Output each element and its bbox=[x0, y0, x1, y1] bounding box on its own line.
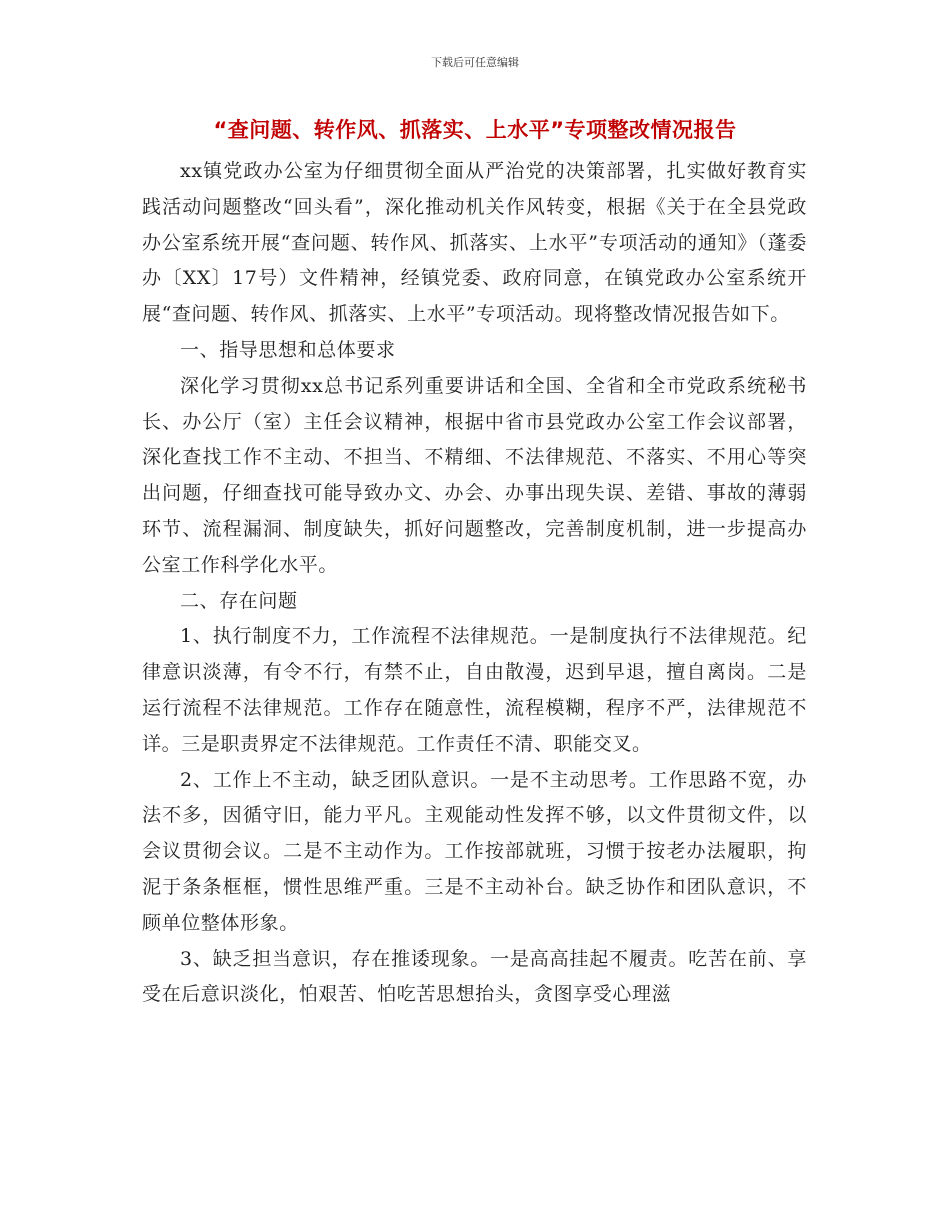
paragraph-problem-1: 1、执行制度不力，工作流程不法律规范。一是制度执行不法律规范。纪律意识淡薄，有令不行，有禁不止，自由散漫，迟到早退，擅自离岗。二是运行流程不法律规范。工作存在随意性，流程模糊，程序不严，法律规范不详。三是职责界定不法律规范。工作责任不清、职能交叉。 bbox=[142, 625, 807, 755]
section-heading-problems: 二、存在问题 bbox=[180, 589, 298, 612]
page-header: 下载后可任意编辑 bbox=[431, 56, 519, 69]
paragraph-problem-3: 3、缺乏担当意识，存在推诿现象。一是高高挂起不履责。吃苦在前、享受在后意识淡化，怕艰苦、怕吃苦思想抬头，贪图享受心理滋 bbox=[142, 947, 807, 1006]
paragraph-guiding-thought: 深化学习贯彻xx总书记系列重要讲话和全国、全省和全市党政系统秘书长、办公厅（室）主任会议精神，根据中省市县党政办公室工作会议部署，深化查找工作不主动、不担当、不精细、不法律规范、不落实、不用心等突出问题，仔细查找可能导致办文、办会、办事出现失误、差错、事故的薄弱环节、流程漏洞、制度缺失，抓好问题整改，完善制度机制，进一步提高办公室工作科学化水平。 bbox=[142, 374, 807, 576]
document-body bbox=[142, 154, 807, 1013]
document-title: “查问题、转作风、抓落实、上水平”专项整改情况报告 bbox=[213, 118, 737, 142]
paragraph-intro: xx镇党政办公室为仔细贯彻全面从严治党的决策部署，扎实做好教育实践活动问题整改“回头看”，深化推动机关作风转变，根据《关于在全县党政办公室系统开展“查问题、转作风、抓落实、上水平”专项活动的通知》（蓬委办〔XX〕17号）文件精神，经镇党委、政府同意，在镇党政办公室系统开展“查问题、转作风、抓落实、上水平”专项活动。现将整改情况报告如下。 bbox=[142, 160, 807, 326]
paragraph-problem-2: 2、工作上不主动，缺乏团队意识。一是不主动思考。工作思路不宽，办法不多，因循守旧，能力平凡。主观能动性发挥不够，以文件贯彻文件，以会议贯彻会议。二是不主动作为。工作按部就班，习惯于按老办法履职，拘泥于条条框框，惯性思维严重。三是不主动补台。缺乏协作和团队意识，不顾单位整体形象。 bbox=[142, 768, 807, 934]
section-heading-guiding-thought: 一、指导思想和总体要求 bbox=[180, 338, 396, 361]
